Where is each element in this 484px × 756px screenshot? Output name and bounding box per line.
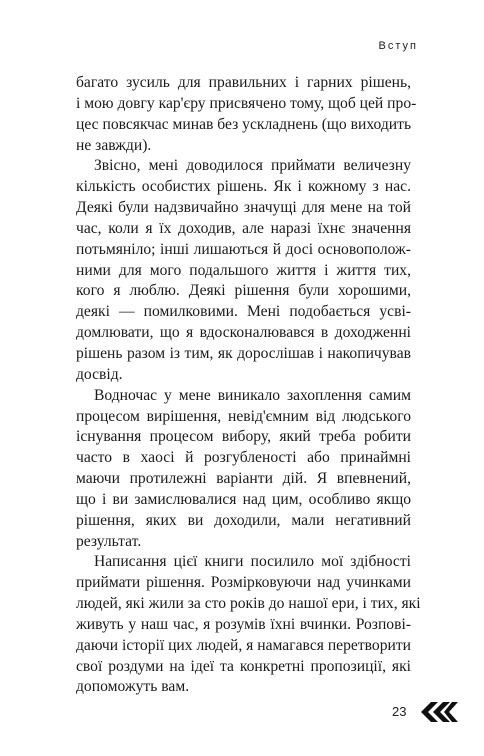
- text-line: кого я люблю. Деякі рішення були хорошими,: [76, 282, 411, 300]
- text-line: процесом вирішення, невід'ємним від людського: [76, 407, 411, 425]
- text-line: не завжди).: [76, 136, 152, 154]
- text-line: маючи протилежні варіанти дій. Я впевнений,: [76, 470, 411, 488]
- page-number: 23: [392, 704, 407, 719]
- running-head: Вступ: [378, 40, 418, 52]
- text-line: даючи історії цих людей, я намагався перетворити: [76, 636, 411, 654]
- text-line: деякі — помилковими. Мені подобається усві-: [76, 303, 411, 321]
- text-line: цес повсякчас минав без ускладнень (що виходить: [76, 115, 412, 133]
- text-line: Деякі були надзвичайно значущі для мене на той: [76, 199, 411, 217]
- paragraph: [76, 156, 411, 385]
- text-line: рішення, яких ви доходили, мали негативний: [76, 511, 411, 529]
- text-line: часто в хаосі й розгубленості або принаймні: [76, 449, 411, 467]
- text-line: досвід.: [76, 365, 123, 383]
- paragraph: [76, 386, 411, 553]
- text-line: Написання цієї книги посилило мої здібності: [94, 553, 411, 571]
- text-line: Звісно, мені доводилося приймати величезну: [94, 157, 411, 175]
- text-line: Водночас у мене виникало захоплення самим: [94, 386, 411, 404]
- text-line: приймати рішення. Розмірковуючи над учинками: [76, 574, 411, 592]
- paragraph: [76, 73, 417, 156]
- text-line: багато зусиль для правильних і гарних рішень,: [76, 74, 411, 91]
- text-line: і мою довгу кар'єру присвячено тому, щоб цей про-: [76, 94, 417, 112]
- text-line: результат.: [76, 532, 142, 550]
- text-line: свої роздуми на ідеї та конкретні пропозиції, які: [76, 657, 411, 675]
- text-line: існування процесом вибору, який треба робити: [76, 428, 411, 446]
- body-text: [76, 73, 421, 698]
- text-line: домлювати, що я вдосконалювався в доходженні: [76, 324, 411, 342]
- text-line: кількість особистих рішень. Як і кожному з нас.: [76, 178, 411, 196]
- text-line: живуть у наш час, я розумів їхні вчинки. Розпові-: [76, 615, 411, 633]
- text-line: допоможуть вам.: [76, 678, 190, 696]
- text-line: що і ви замислювалися над цим, особливо якщо: [76, 490, 411, 508]
- text-line: людей, які жили за сто років до нашої ери, і тих, які: [76, 595, 421, 613]
- text-line: час, коли я їх доходив, але наразі їхнє значення: [76, 219, 411, 237]
- double-chevron-icon: [418, 701, 458, 723]
- text-line: рішень разом із тим, як дорослішав і накопичував: [76, 344, 411, 362]
- paragraph: [76, 552, 421, 698]
- text-line: ними для мого подальшого життя і життя тих,: [76, 261, 411, 279]
- text-line: потьмяніло; інші лишаються й досі основополож-: [76, 240, 411, 258]
